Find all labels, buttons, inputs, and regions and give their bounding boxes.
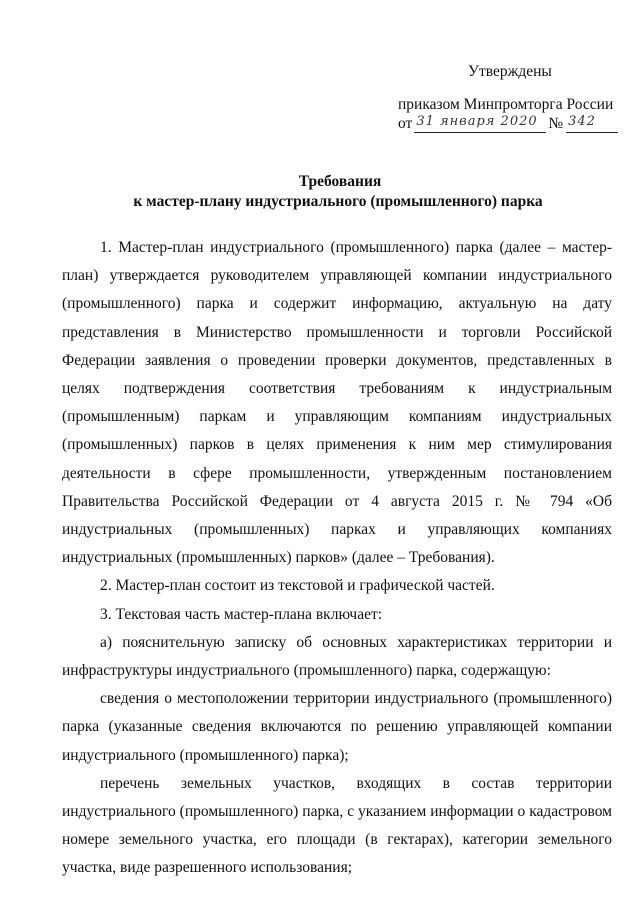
paragraph-2: 2. Мастер-план состоит из текстовой и графической частей. <box>100 577 495 595</box>
paragraph-3: 3. Текстовая часть мастер-плана включает: <box>100 605 383 623</box>
handwritten-number: 342 <box>566 115 618 133</box>
number-label: № <box>548 115 564 132</box>
paragraph-3a: а) пояснительную записку об основных характеристиках территории и инфраструктуры индустриального (промышленного) парка, содержащую: <box>62 633 612 680</box>
handwritten-date: 31 января 2020 <box>414 115 546 133</box>
date-from-label: от <box>398 115 413 132</box>
paragraph-location: сведения о местоположении территории индустриального (промышленного) парка (указанные сведения включаются по решению управляющей компании индустриального (промышленного) парка); <box>62 690 612 764</box>
approval-date-line <box>398 114 618 133</box>
paragraph-land-plots: перечень земельных участков, входящих в состав территории индустриального (промышленного) парка, с указанием информации о кадастровом номере земельного участка, его площади (в гектарах), категории земельного участка, виде разрешенного использования; <box>62 774 612 877</box>
document-title <box>0 172 640 212</box>
paragraph-1: 1. Мастер-план индустриального (промышленного) парка (далее – мастер-план) утверждается руководителем управляющей компании индустриального (промышленного) парка и содержит информацию, актуальную на дату представления в Министерство промышленности и торговли Российской Федерации заявления о проведении проверки документов, представленных в целях подтверждения соответствия требованиям к индустриальным (промышленным) паркам и управляющим компаниям индустриальных (промышленных) парков в целях применения к ним мер стимулирования деятельности в сфере промышленности, утвержденным постановлением Правительства Российской Федерации от 4 августа 2015 г. № 794 «Об индустриальных (промышленных) парках и управляющих компаниях индустриальных (промышленных) парков» (далее – Требования). <box>62 239 612 567</box>
approval-title: Утверждены <box>468 63 552 80</box>
approval-order: приказом Минпромторга России <box>398 96 614 113</box>
document-title-line2: к мастер-плану индустриального (промышленного) парка <box>133 193 543 210</box>
document-body <box>62 234 612 883</box>
document-title-line1: Требования <box>298 173 382 190</box>
